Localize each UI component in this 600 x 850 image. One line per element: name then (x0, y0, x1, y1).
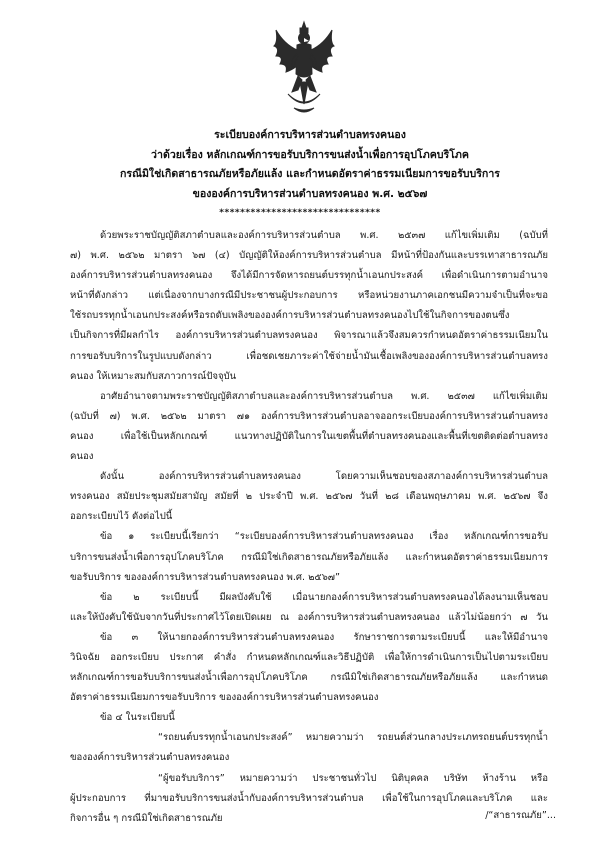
body-text-line: ขอรับบริการ ขององค์การบริหารส่วนตำบลทรงคนอง พ.ศ. ๒๕๖๗” (70, 571, 340, 583)
title-line: ขององค์การบริหารส่วนตำบลทรงคนอง พ.ศ. ๒๕๖๗ (192, 187, 428, 200)
body-text-line: วินิจฉัย ออกระเบียบ ประกาศ คำสั่ง กำหนดหลักเกณฑ์และวิธีปฏิบัติ เพื่อให้การดำเนินการเป็นไปตามระเบียบ (70, 651, 548, 663)
body-text-line: ข้อ ๓ ให้นายกองค์การบริหารส่วนตำบลทรงคนอง รักษาราชการตามระเบียบนี้ และให้มีอำนาจ (100, 631, 548, 643)
body-text-line: เป็นกิจการที่มีผลกำไร องค์การบริหารส่วนตำบลทรงคนอง พิจารณาแล้วจึงสมควรกำหนดอัตราค่าธรรมเนียมใน (70, 330, 548, 342)
body-text-line: ด้วยพระราชบัญญัติสภาตำบลและองค์การบริหารส่วนตำบล พ.ศ. ๒๕๓๗ แก้ไขเพิ่มเติม (ฉบับที่ (100, 230, 548, 241)
title-line: กรณีมิใช่เกิดสาธารณภัยหรือภัยแล้ง และกำหนดอัตราค่าธรรมเนียมการขอรับบริการ (120, 168, 500, 180)
body-text-line: กิจการอื่น ๆ กรณีมิใช่เกิดสาธารณภัย (70, 812, 223, 824)
body-text-line: หน้าที่ดังกล่าว แต่เนื่องจากบางกรณีมีประชาชนผู้ประกอบการ หรือหน่วยงานภาคเอกชนมีความจำเป็นที่จะขอ (70, 290, 548, 302)
document-body (70, 226, 548, 829)
body-text-line: “รถยนต์บรรทุกน้ำเอนกประสงค์” หมายความว่า รถยนต์ส่วนกลางประเภทรถยนต์บรรทุกน้ำ (158, 732, 548, 744)
body-text-line: องค์การบริหารส่วนตำบลทรงคนอง จึงได้มีการจัดหารถยนต์บรรทุกน้ำเอนกประสงค์ เพื่อดำเนินการตามอำนาจ (70, 270, 548, 282)
title-line: ระเบียบองค์การบริหารส่วนตำบลทรงคนอง (214, 129, 406, 141)
body-text-line: และให้บังคับใช้นับจากวันที่ประกาศไว้โดยเปิดเผย ณ องค์การบริหารส่วนตำบลทรงคนอง แล้วไม่น้อยกว่า ๗ วัน (70, 611, 548, 623)
body-text-line: (ฉบับที่ ๗) พ.ศ. ๒๕๖๒ มาตรา ๗๑ องค์การบริหารส่วนตำบลอาจออกระเบียบองค์การบริหารส่วนตำบลทรง (70, 410, 548, 422)
body-text-line: ๗) พ.ศ. ๒๕๖๒ มาตรา ๖๗ (๔) บัญญัติให้องค์การบริหารส่วนตำบล มีหน้าที่ป้องกันและบรรเทาสาธารณภัย (70, 250, 548, 262)
body-text-line: ดังนั้น องค์การบริหารส่วนตำบลทรงคนอง โดยความเห็นชอบของสภาองค์การบริหารส่วนตำบล (100, 471, 548, 483)
title-line: ว่าด้วยเรื่อง หลักเกณฑ์การขอรับบริการขนส่งน้ำเพื่อการอุปโภคบริโภค (151, 148, 469, 161)
body-text-line: ข้อ ๔ ในระเบียบนี้ (100, 712, 175, 724)
body-text-line: ออกระเบียบไว้ ดังต่อไปนี้ (70, 511, 173, 523)
body-text-line: ใช้รถบรรทุกน้ำเอนกประสงค์หรือรถดับเพลิงขององค์การบริหารส่วนตำบลทรงคนองไปใช้ในกิจการของตนซึ่ง (70, 310, 510, 322)
body-text-line: อัตราค่าธรรมเนียมการขอรับบริการ ขององค์การบริหารส่วนตำบลทรงคนอง (70, 692, 379, 704)
body-text-line: หลักเกณฑ์การขอรับบริการขนส่งน้ำเพื่อการอุปโภคบริโภค กรณีมิใช่เกิดสาธารณภัยหรือภัยแล้ง และกำหนด (70, 672, 548, 684)
body-text-line: คนอง เพื่อใช้เป็นหลักเกณฑ์ แนวทางปฏิบัติในการในเขตพื้นที่ตำบลทรงคนองและพื้นที่เขตติดต่อตำบลทรง (70, 430, 548, 442)
body-text-line: คนอง ให้เหมาะสมกับสภาวการณ์ปัจจุบัน (70, 370, 237, 382)
body-text-line: ผู้ประกอบการ ที่มาขอรับบริการขนส่งน้ำกับองค์การบริหารส่วนตำบล เพื่อใช้ในการอุปโภคและบริโภค และ (70, 792, 548, 804)
garuda-emblem-icon (268, 20, 340, 118)
body-text-line: “ผู้ขอรับบริการ” หมายความว่า ประชาชนทั่วไป นิติบุคคล บริษัท ห้างร้าน หรือ (158, 772, 548, 784)
document-title (80, 126, 540, 204)
body-text-line: คนอง (70, 451, 94, 463)
body-text-line: การขอรับบริการในรูปแบบดังกล่าว เพื่อชดเชยภาระค่าใช้จ่ายน้ำมันเชื้อเพลิงขององค์การบริหารส่วนตำบลทรง (70, 350, 548, 362)
body-text-line: ข้อ ๒ ระเบียบนี้ มีผลบังคับใช้ เมื่อนายกองค์การบริหารส่วนตำบลทรงคนองได้ลงนามเห็นชอบ (100, 591, 548, 603)
separator-stars: ******************************* (219, 208, 381, 218)
body-text-line: ขององค์การบริหารส่วนตำบลทรงคนอง (70, 752, 230, 764)
continuation-note: /“สาธารณภัย”... (485, 810, 556, 821)
body-text-line: ข้อ ๑ ระเบียบนี้เรียกว่า “ระเบียบองค์การบริหารส่วนตำบลทรงคนอง เรื่อง หลักเกณฑ์การขอรับ (100, 531, 548, 543)
body-text-line: อาศัยอำนาจตามพระราชบัญญัติสภาตำบลและองค์การบริหารส่วนตำบล พ.ศ. ๒๕๓๗ แก้ไขเพิ่มเติม (100, 390, 548, 402)
body-text-line: ทรงคนอง สมัยประชุมสมัยสามัญ สมัยที่ ๒ ประจำปี พ.ศ. ๒๕๖๗ วันที่ ๒๘ เดือนพฤษภาคม พ.ศ. ๒๕๖๗ จึง (70, 491, 548, 503)
body-text-line: บริการขนส่งน้ำเพื่อการอุปโภคบริโภค กรณีมิใช่เกิดสาธารณภัยหรือภัยแล้ง และกำหนดอัตราค่าธรรมเนียมการ (70, 551, 548, 563)
